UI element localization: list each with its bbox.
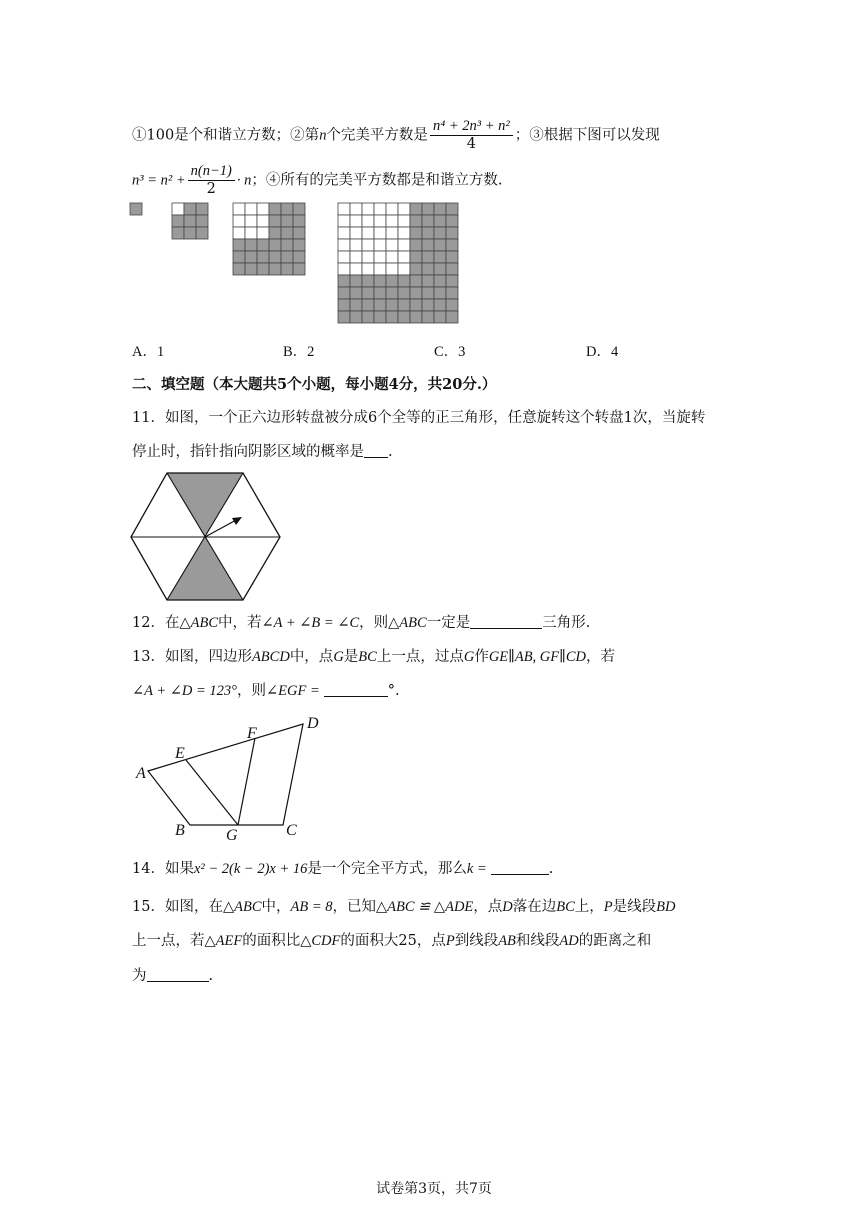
math-expression: k = <box>466 861 487 877</box>
grid-cell <box>269 227 281 239</box>
grid-cell <box>410 215 422 227</box>
segment-ge <box>186 760 238 825</box>
grid-cell <box>398 203 410 215</box>
grid-cell <box>362 263 374 275</box>
choice-c[interactable]: C．3 <box>434 344 466 360</box>
grid-cell <box>398 275 410 287</box>
grid-cell <box>184 215 196 227</box>
square-grids-figure <box>128 200 468 330</box>
grid-cell <box>422 311 434 323</box>
question-text: 上一点，过点 <box>376 649 464 665</box>
grid-cell <box>257 251 269 263</box>
grid-cell <box>338 311 350 323</box>
math-expression: AD <box>559 933 579 949</box>
statement-text: ；④所有的完美平方数都是和谐立方数. <box>251 172 503 189</box>
math-expression: △ABC <box>222 899 262 915</box>
shaded-sector-top <box>167 473 243 537</box>
square-grid-2 <box>172 203 208 239</box>
grid-cell <box>410 311 422 323</box>
grid-cell <box>446 311 458 323</box>
label-e: E <box>175 745 185 762</box>
grid-cell <box>434 311 446 323</box>
grid-cell <box>257 263 269 275</box>
q15-line3 <box>132 966 213 986</box>
grid-cell <box>350 239 362 251</box>
math-expression: △ABC ≌ △ADE <box>376 899 474 915</box>
question-text: 是一个完全平方式，那么 <box>307 861 467 877</box>
grid-cell <box>257 215 269 227</box>
grid-cell <box>338 239 350 251</box>
grid-cell <box>434 299 446 311</box>
label-d: D <box>307 715 319 732</box>
question-text: 是线段 <box>612 899 657 915</box>
grid-cell <box>293 263 305 275</box>
grid-cell <box>410 263 422 275</box>
grid-cell <box>245 251 257 263</box>
label-f: F <box>247 725 257 742</box>
grid-cell <box>338 227 350 239</box>
math-expression: x² − 2(k − 2)x + 16 <box>193 861 308 877</box>
grid-cell <box>386 251 398 263</box>
grid-cell <box>269 203 281 215</box>
question-text: 和线段 <box>515 933 560 949</box>
grid-cell <box>350 311 362 323</box>
grid-cell <box>398 251 410 263</box>
grid-cell <box>422 287 434 299</box>
fraction-denominator: 2 <box>206 181 216 197</box>
grid-cell <box>362 215 374 227</box>
grid-cell <box>269 251 281 263</box>
grid-cell <box>350 263 362 275</box>
q10-statement-line2 <box>132 163 502 198</box>
math-expression: P <box>603 899 613 915</box>
math-expression: ∠A + ∠D = 123° <box>132 683 237 699</box>
grid-cell <box>434 203 446 215</box>
question-text: . <box>388 444 393 460</box>
grid-cell <box>410 275 422 287</box>
statement-text: 个完美平方数是 <box>326 127 428 144</box>
grid-cell <box>386 227 398 239</box>
grid-cell <box>434 251 446 263</box>
grid-cell <box>446 299 458 311</box>
math-expression: ∠EGF = <box>265 683 320 699</box>
math-expression: P <box>445 933 455 949</box>
grid-cell <box>233 215 245 227</box>
question-text: . <box>208 968 214 984</box>
math-expression: ABCD <box>251 649 290 665</box>
grid-cell <box>338 215 350 227</box>
math-expression: G <box>463 649 475 665</box>
square-grid-3 <box>233 203 305 275</box>
question-text: ，点 <box>473 899 503 915</box>
grid-cell <box>281 263 293 275</box>
question-text: 落在边 <box>512 899 557 915</box>
grid-cell <box>233 227 245 239</box>
grid-cell <box>281 251 293 263</box>
math-expression: n³ = n² + <box>132 172 186 189</box>
q11-line2 <box>132 442 393 462</box>
grid-cell <box>422 251 434 263</box>
grid-cell <box>362 227 374 239</box>
math-expression: △ABC <box>179 615 218 631</box>
grid-cell <box>422 239 434 251</box>
grid-cell <box>350 275 362 287</box>
fraction-denominator: 4 <box>466 136 476 152</box>
section-heading: 二、填空题（本大题共5个小题，每小题4分，共20分.） <box>132 376 497 393</box>
grid-cell <box>434 239 446 251</box>
grid-cell <box>362 239 374 251</box>
grid-cell <box>245 239 257 251</box>
grid-cell <box>422 263 434 275</box>
hexagon-spinner-figure <box>128 470 282 602</box>
grid-cell <box>374 263 386 275</box>
answer-blank[interactable] <box>470 614 542 629</box>
grid-cell <box>434 263 446 275</box>
grid-cell <box>446 239 458 251</box>
question-text: 一定是 <box>426 615 471 631</box>
q13-line1 <box>132 647 615 667</box>
grid-cell <box>446 227 458 239</box>
grid-cell <box>446 203 458 215</box>
question-text: 是 <box>343 649 359 665</box>
grid-cell <box>350 251 362 263</box>
question-text: 中，若 <box>218 615 262 631</box>
choice-d[interactable]: D．4 <box>586 344 619 360</box>
segment-gf <box>238 738 255 825</box>
page-footer: 试卷第3页，共7页 <box>376 1181 492 1197</box>
question-text: 三角形. <box>542 615 591 631</box>
choice-b[interactable]: B．2 <box>283 344 315 360</box>
grid-cell <box>293 203 305 215</box>
grid-cell <box>338 287 350 299</box>
grid-cell <box>410 299 422 311</box>
question-text: ，则 <box>236 683 266 699</box>
fraction-numerator: n⁴ + 2n³ + n² <box>430 118 513 136</box>
answer-blank[interactable] <box>491 860 549 875</box>
grid-cell <box>386 299 398 311</box>
question-text: 的面积比 <box>242 933 301 949</box>
grid-cell <box>233 203 245 215</box>
answer-blank[interactable] <box>364 443 388 458</box>
quadrilateral-figure <box>128 712 328 844</box>
grid-cell <box>374 251 386 263</box>
grid-cell <box>196 203 208 215</box>
math-expression: BC <box>556 899 575 915</box>
question-text: 中，点 <box>289 649 334 665</box>
square-grid-4 <box>338 203 458 323</box>
question-text: 14．如果 <box>132 861 194 877</box>
grid-cell <box>410 251 422 263</box>
question-text: °. <box>387 683 400 699</box>
fraction-numerator: n(n−1) <box>188 163 235 181</box>
grid-cell <box>374 203 386 215</box>
grid-cell <box>184 203 196 215</box>
q10-statement-line1 <box>132 118 660 153</box>
math-expression: △ABC <box>388 615 427 631</box>
question-text: ，若 <box>585 649 615 665</box>
math-n: n <box>319 127 327 144</box>
math-expression: ∠A + ∠B = ∠C <box>261 615 360 631</box>
grid-cell <box>269 263 281 275</box>
label-b: B <box>175 822 185 839</box>
grid-cell <box>362 251 374 263</box>
answer-blank[interactable] <box>147 967 209 982</box>
grid-cell <box>434 287 446 299</box>
grid-cell <box>172 203 184 215</box>
grid-cell <box>293 227 305 239</box>
grid-cell <box>386 239 398 251</box>
q15-line1 <box>132 897 676 917</box>
grid-cell <box>374 287 386 299</box>
grid-cell <box>269 239 281 251</box>
label-a: A <box>136 765 146 782</box>
q11-line1: 11．如图，一个正六边形转盘被分成6个全等的正三角形，任意旋转这个转盘1次，当旋转 <box>132 410 706 426</box>
grid-cell <box>362 311 374 323</box>
grid-cell <box>362 287 374 299</box>
grid-cell <box>350 203 362 215</box>
grid-cell <box>386 263 398 275</box>
statement-text: ；③根据下图可以发现 <box>514 127 660 144</box>
math-expression: BD <box>656 899 676 915</box>
grid-cell <box>374 275 386 287</box>
choice-a[interactable]: A．1 <box>132 344 165 360</box>
question-text: 为 <box>132 968 147 984</box>
grid-cell <box>398 239 410 251</box>
grid-cell <box>130 203 142 215</box>
question-text: . <box>548 861 554 877</box>
q13-line2 <box>132 681 400 701</box>
question-text: ，则 <box>359 615 389 631</box>
math-expression: G <box>333 649 344 665</box>
grid-cell <box>245 263 257 275</box>
grid-cell <box>269 215 281 227</box>
grid-cell <box>338 299 350 311</box>
question-text: 的距离之和 <box>578 933 652 949</box>
grid-cell <box>350 299 362 311</box>
grid-cell <box>374 215 386 227</box>
question-text: 12．在 <box>132 615 180 631</box>
math-expression: △CDF <box>300 933 341 949</box>
grid-cell <box>245 203 257 215</box>
grid-cell <box>398 215 410 227</box>
grid-cell <box>350 287 362 299</box>
grid-cell <box>398 311 410 323</box>
grid-cell <box>362 275 374 287</box>
grid-cell <box>362 299 374 311</box>
grid-cell <box>386 287 398 299</box>
grid-cell <box>338 251 350 263</box>
question-text: 作 <box>474 649 489 665</box>
grid-cell <box>446 263 458 275</box>
grid-cell <box>350 227 362 239</box>
grid-cell <box>386 203 398 215</box>
grid-cell <box>293 239 305 251</box>
grid-cell <box>410 227 422 239</box>
question-text: 中， <box>261 899 291 915</box>
grid-cell <box>386 215 398 227</box>
grid-cell <box>196 215 208 227</box>
grid-cell <box>386 275 398 287</box>
grid-cell <box>422 227 434 239</box>
grid-cell <box>386 311 398 323</box>
grid-cell <box>446 275 458 287</box>
grid-cell <box>257 203 269 215</box>
question-text: 13．如图，四边形 <box>132 649 252 665</box>
math-expression: AB <box>498 933 516 949</box>
math-expression: · n <box>236 172 252 189</box>
grid-cell <box>293 215 305 227</box>
grid-cell <box>245 227 257 239</box>
q15-line2 <box>132 931 651 951</box>
math-expression: AB = 8 <box>290 899 333 915</box>
grid-cell <box>281 239 293 251</box>
q14-line <box>132 859 553 879</box>
fraction-perfect-square <box>430 118 513 153</box>
grid-cell <box>257 227 269 239</box>
grid-cell <box>410 203 422 215</box>
grid-cell <box>233 239 245 251</box>
grid-cell <box>245 215 257 227</box>
grid-cell <box>434 275 446 287</box>
grid-cell <box>398 299 410 311</box>
q12-line <box>132 613 590 633</box>
label-c: C <box>286 822 297 839</box>
grid-cell <box>233 251 245 263</box>
grid-cell <box>196 227 208 239</box>
grid-cell <box>362 203 374 215</box>
math-expression: △AEF <box>204 933 243 949</box>
statement-text: ①100是个和谐立方数；②第 <box>132 127 320 144</box>
grid-cell <box>257 239 269 251</box>
grid-cell <box>281 215 293 227</box>
grid-cell <box>184 227 196 239</box>
grid-cell <box>293 251 305 263</box>
grid-cell <box>172 215 184 227</box>
grid-cell <box>422 203 434 215</box>
grid-cell <box>410 239 422 251</box>
grid-cell <box>398 227 410 239</box>
grid-cell <box>374 299 386 311</box>
answer-blank[interactable] <box>324 682 388 697</box>
shaded-sector-bottom <box>167 537 243 600</box>
grid-cell <box>422 215 434 227</box>
grid-cell <box>422 299 434 311</box>
grid-cell <box>374 311 386 323</box>
grid-cell <box>374 239 386 251</box>
question-text: 停止时，指针指向阴影区域的概率是 <box>132 444 364 460</box>
question-text: 上， <box>574 899 604 915</box>
math-expression: GE∥AB, GF∥CD <box>488 649 586 665</box>
question-text: 到线段 <box>454 933 499 949</box>
grid-cell <box>281 227 293 239</box>
math-expression: BC <box>358 649 377 665</box>
grid-cell <box>446 215 458 227</box>
math-expression: D <box>502 899 513 915</box>
question-text: 的面积大25，点 <box>340 933 446 949</box>
grid-cell <box>233 263 245 275</box>
grid-cell <box>398 263 410 275</box>
grid-cell <box>281 203 293 215</box>
grid-cell <box>338 263 350 275</box>
fraction-n-n-minus-1 <box>188 163 235 198</box>
square-grid-1 <box>130 203 142 215</box>
grid-cell <box>410 287 422 299</box>
grid-cell <box>374 227 386 239</box>
grid-cell <box>338 275 350 287</box>
grid-cell <box>172 227 184 239</box>
grid-cell <box>338 203 350 215</box>
question-text: ，已知 <box>332 899 376 915</box>
question-text: 上一点，若 <box>132 933 205 949</box>
grid-cell <box>446 287 458 299</box>
grid-cell <box>446 251 458 263</box>
label-g: G <box>226 827 238 844</box>
grid-cell <box>422 275 434 287</box>
grid-cell <box>434 227 446 239</box>
grid-cell <box>350 215 362 227</box>
grid-cell <box>398 287 410 299</box>
grid-cell <box>434 215 446 227</box>
question-text: 15．如图，在 <box>132 899 223 915</box>
